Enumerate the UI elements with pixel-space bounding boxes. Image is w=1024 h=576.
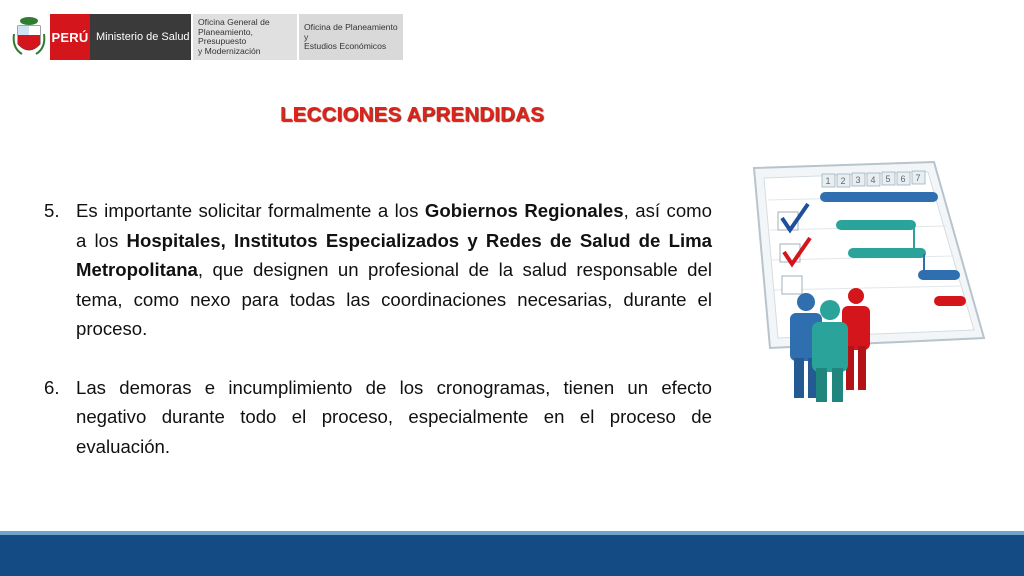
- slide-title: LECCIONES APRENDIDAS: [279, 103, 545, 126]
- gantt-bar: [820, 192, 938, 202]
- column-number: 1: [825, 176, 831, 186]
- gantt-team-illustration: [738, 160, 990, 404]
- column-number: 6: [900, 174, 906, 184]
- item-number: 5.: [44, 200, 60, 221]
- list-item: [44, 373, 712, 462]
- item-text: , que designen un profesional de la salud responsable del tema, como nexo para todas las coordinaciones necesarias, durante el proceso.: [76, 259, 712, 339]
- ministry-logo: Ministerio de Salud: [90, 14, 191, 60]
- lessons-list: [44, 196, 712, 461]
- item-text: Las demoras e incumplimiento de los cronogramas, tienen un efecto negativo durante todo el proceso, especialmente en el proceso de evaluación.: [76, 376, 712, 457]
- column-number: 2: [840, 176, 846, 186]
- list-item: [44, 196, 712, 344]
- column-number: 3: [855, 175, 861, 185]
- coat-of-arms-icon: [12, 14, 46, 60]
- peru-logo: PERÚ: [50, 14, 90, 60]
- office-planning-logo: Oficina de Planeamiento y Estudios Económicos: [299, 14, 403, 60]
- gantt-bar: [836, 220, 916, 230]
- column-number: 5: [885, 174, 891, 184]
- item-number: 6.: [44, 376, 60, 398]
- item-text: , así como a los: [76, 200, 712, 251]
- header-logos: [12, 14, 403, 60]
- item-text-bold: Hospitales, Institutos Especializados y Redes de Salud de Lima Metropolitana: [76, 229, 712, 280]
- gantt-bar: [848, 248, 926, 258]
- item-text-bold: Gobiernos Regionales: [424, 200, 624, 221]
- gantt-bar: [934, 296, 966, 306]
- office-general-logo: Oficina General de Planeamiento, Presupuesto y Modernización: [193, 14, 297, 60]
- column-number: 7: [915, 173, 921, 183]
- footer-bar: [0, 535, 1024, 576]
- item-text: Es importante solicitar formalmente a los: [76, 200, 425, 221]
- column-number: 4: [870, 175, 876, 185]
